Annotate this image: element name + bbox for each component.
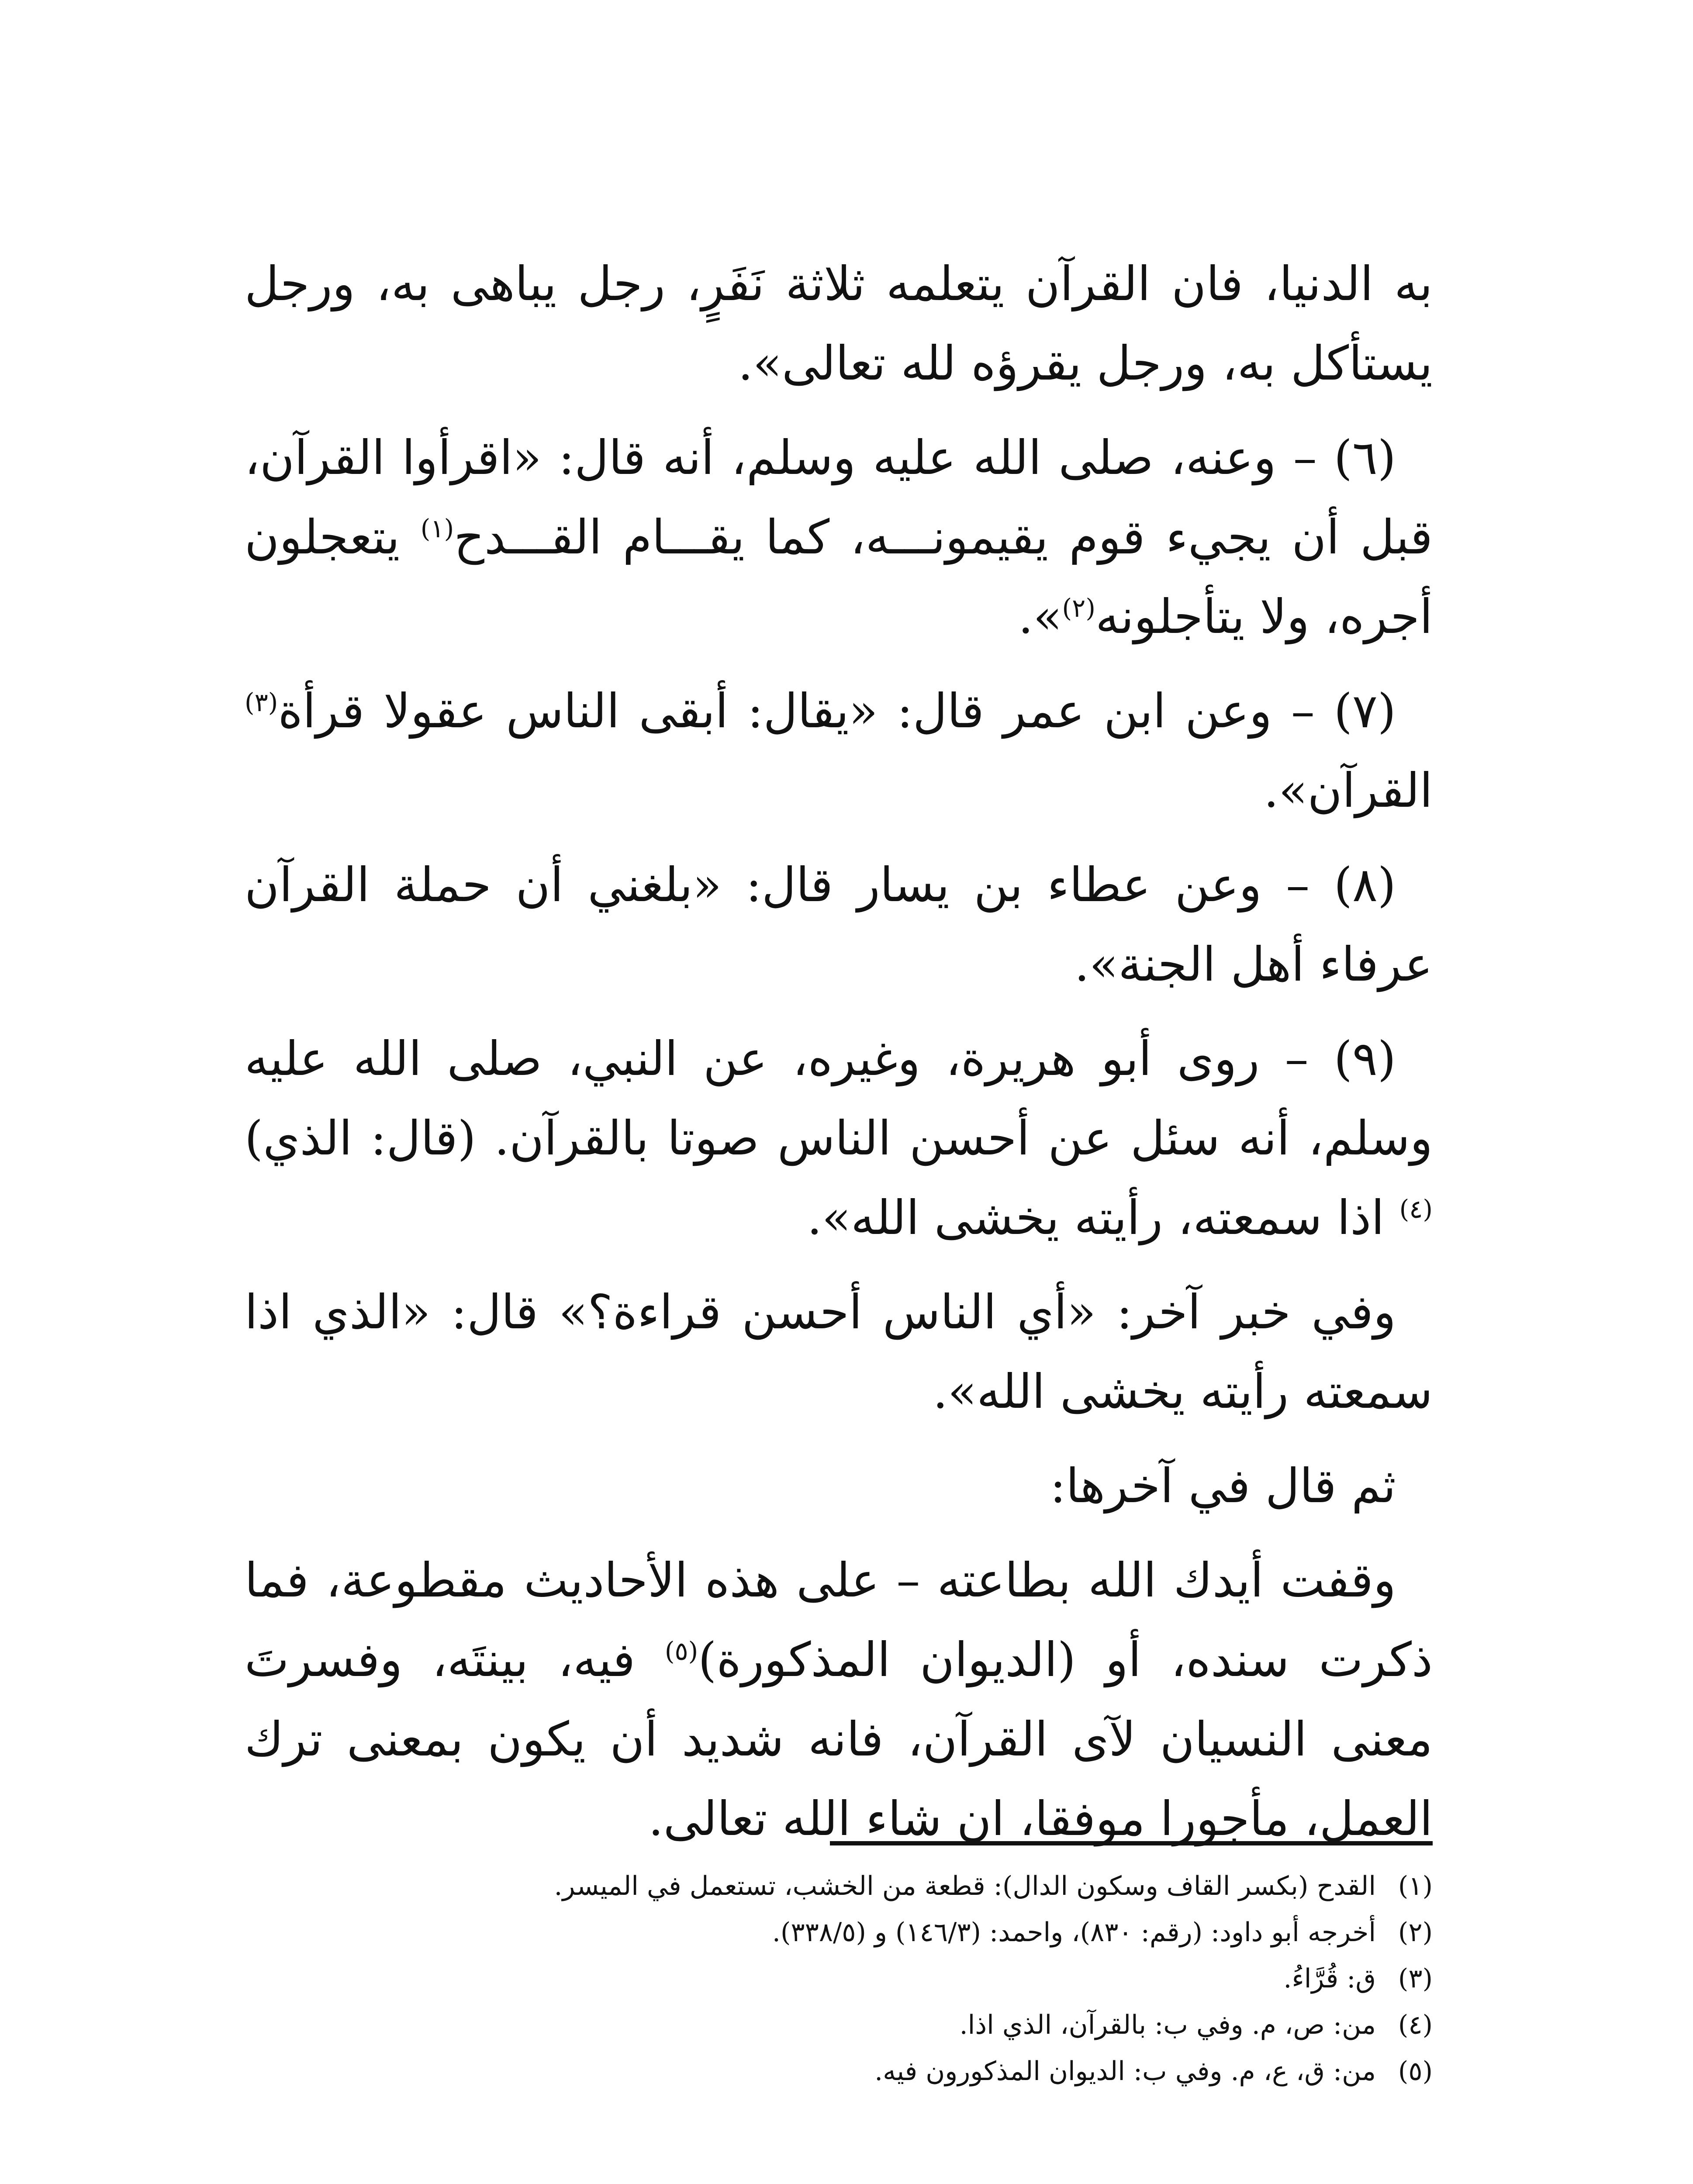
paragraph-text: يتعجلون أجره، ولا يتأجلونه: [245, 510, 1433, 644]
paragraph-text: اذا سمعته، رأيته يخشى الله».: [807, 1191, 1399, 1245]
paragraph-text: ».: [1018, 590, 1062, 644]
hadith-7: [245, 672, 1433, 831]
footnote-1: [245, 1863, 1433, 1909]
paragraph-text: ثم قال في آخرها:: [1050, 1459, 1396, 1514]
hadith-9: [245, 1019, 1433, 1258]
footnote-ref-2: (٢): [1062, 593, 1095, 623]
footnote-number: (٤): [1398, 2010, 1433, 2040]
footnote-number: (٢): [1398, 1917, 1433, 1948]
footnote-ref-4: (٤): [1399, 1194, 1433, 1224]
main-text: [245, 245, 1433, 1874]
paragraph-text: وقفت أيدك الله بطاعته – على هذه الأحاديث مقطوعة، فما ذكرت سنده، أو (الديوان المذكورة): [245, 1553, 1433, 1687]
hadith-8: [245, 846, 1433, 1005]
hadith-6: [245, 418, 1433, 657]
paragraph-text: (٧) – وعن ابن عمر قال: «يقال: أبقى الناس عقولا قرأة: [278, 684, 1396, 739]
footnote-separator: [830, 1841, 1433, 1845]
footnote-5: [245, 2048, 1433, 2094]
footnote-text: من: ص، م. وفي ب: بالقرآن، الذي اذا.: [959, 2010, 1376, 2040]
paragraph-text: (٨) – وعن عطاء بن يسار قال: «بلغني أن حملة القرآن عرفاء أهل الجنة».: [245, 858, 1433, 992]
footnote-number: (٣): [1398, 1963, 1433, 1994]
footnote-ref-5: (٥): [664, 1636, 698, 1666]
paragraph-text: (٩) – روى أبو هريرة، وغيره، عن النبي، صلى الله عليه وسلم، أنه سئل عن أحسن الناس صوتا بالقرآن. (قال: الذي): [245, 1032, 1433, 1166]
other-report: [245, 1273, 1433, 1432]
footnote-4: [245, 2002, 1433, 2048]
closing-paragraph: [245, 1541, 1433, 1859]
footnote-number: (١): [1398, 1871, 1433, 1901]
footnote-text: أخرجه أبو داود: (رقم: ٨٣٠)، واحمد: (١٤٦/٣) و (٣٣٨/٥).: [772, 1917, 1376, 1948]
footnote-ref-1: (١): [420, 514, 454, 543]
footnote-2: [245, 1909, 1433, 1956]
footnote-3: [245, 1956, 1433, 2002]
footnote-number: (٥): [1398, 2056, 1433, 2087]
paragraph-text: به الدنيا، فان القرآن يتعلمه ثلاثة نَفَرٍ، رجل يباهى به، ورجل يستأكل به، ورجل يقرؤه لله تعالى».: [245, 257, 1433, 391]
paragraph-text: فيه، بينتَه، وفسرتَ معنى النسيان لآى القرآن، فانه شديد أن يكون بمعنى ترك العمل، مأجورا موفقا، ان شاء الله تعالى.: [245, 1633, 1433, 1846]
footnotes: [245, 1863, 1433, 2094]
paragraph-text: وفي خبر آخر: «أي الناس أحسن قراءة؟» قال: «الذي اذا سمعته رأيته يخشى الله».: [245, 1285, 1433, 1419]
footnote-ref-3: (٣): [245, 688, 278, 717]
paragraph-text: القرآن».: [1264, 764, 1433, 818]
footnote-text: القدح (بكسر القاف وسكون الدال): قطعة من الخشب، تستعمل في الميسر.: [554, 1871, 1376, 1901]
paragraph-text: (٦) – وعنه، صلى الله عليه وسلم، أنه قال: «اقرأوا القرآن، قبل أن يجيء قوم يقيمونـــه، كما يقـــام القـــدح: [245, 431, 1433, 565]
footnote-text: ق: قُرَّاءُ.: [1283, 1963, 1376, 1994]
paragraph-continuation: [245, 245, 1433, 404]
then-he-said: [245, 1447, 1433, 1526]
footnote-text: من: ق، ع، م. وفي ب: الديوان المذكورون فيه.: [874, 2056, 1376, 2087]
